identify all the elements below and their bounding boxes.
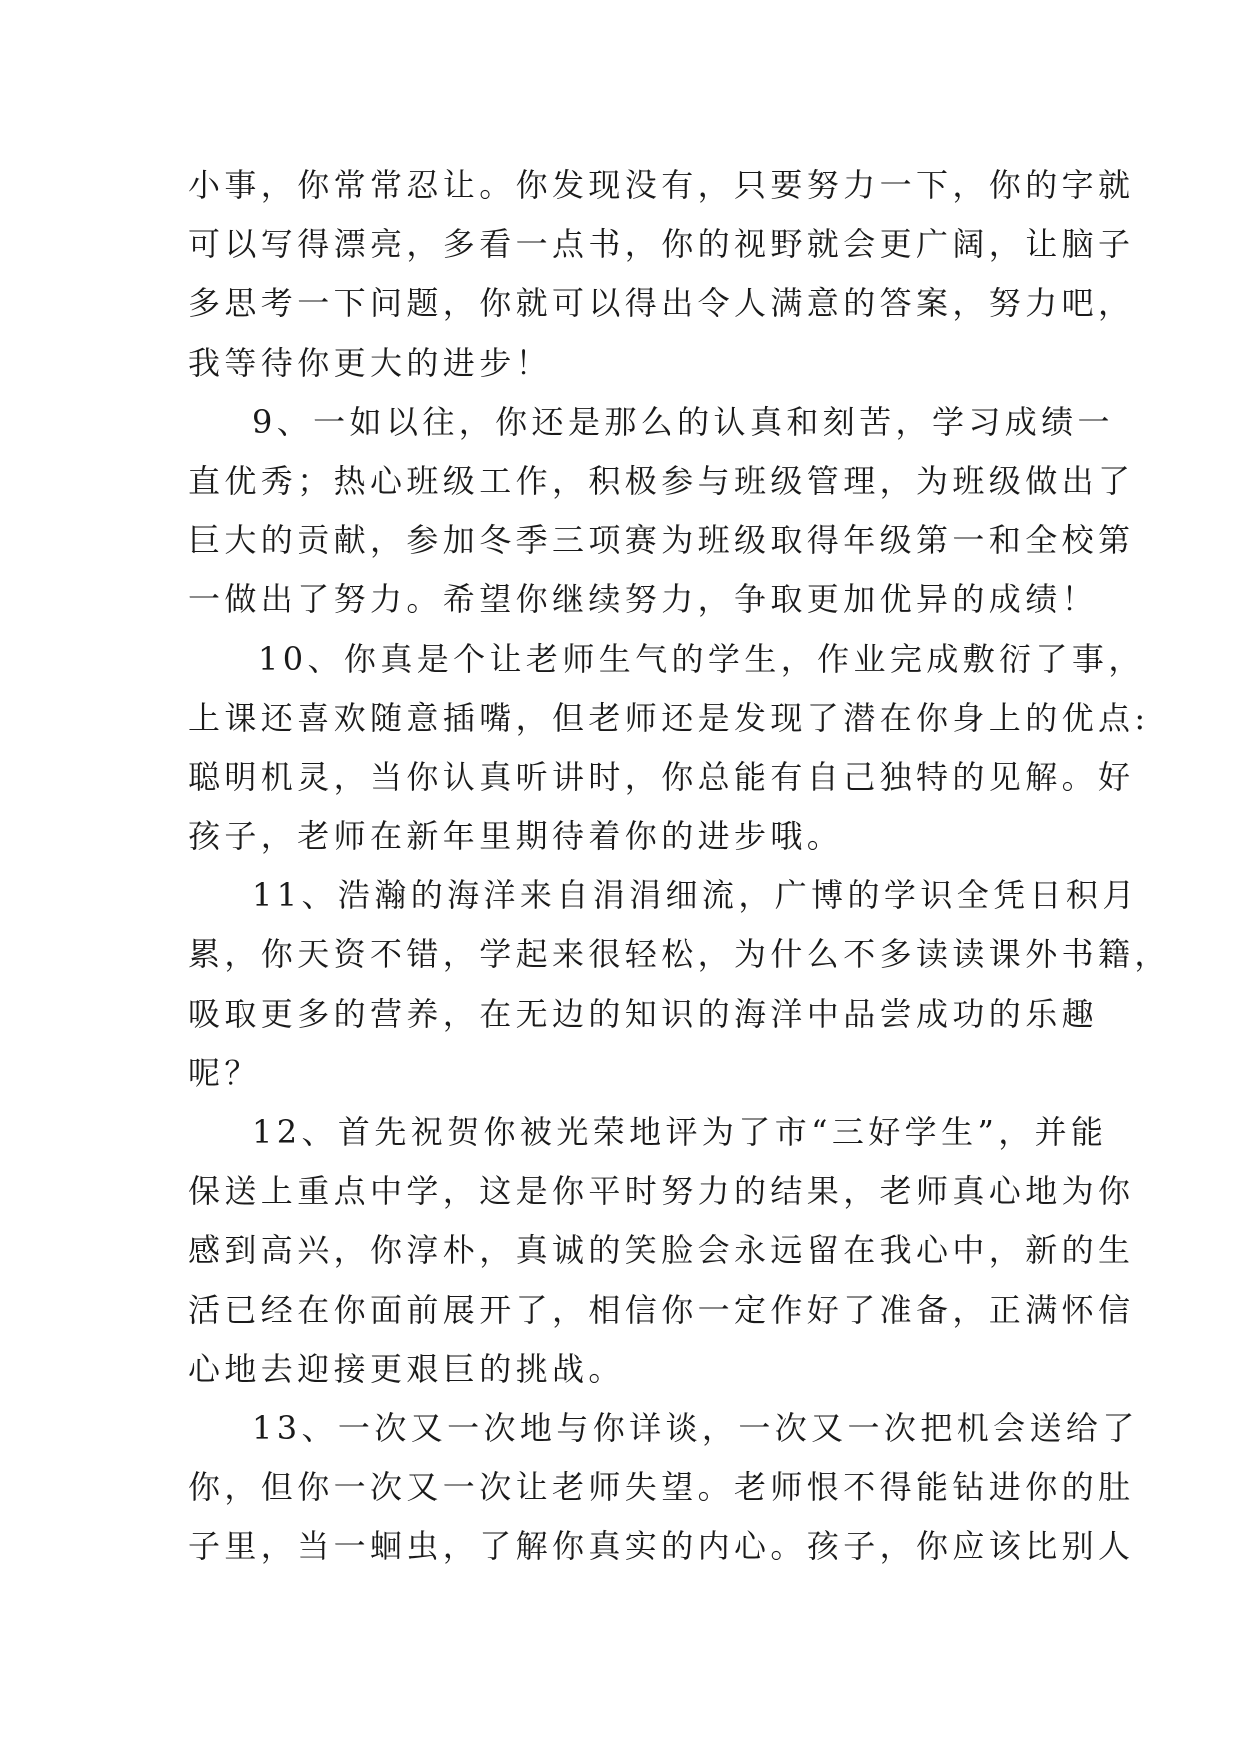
text-line: 一做出了努力。希望你继续努力，争取更加优异的成绩！: [188, 580, 1099, 619]
text-line: 多思考一下问题，你就可以得出令人满意的答案，努力吧，: [188, 284, 1135, 323]
text-line: 子里，当一蛔虫，了解你真实的内心。孩子，你应该比别人: [188, 1527, 1135, 1566]
text-line: 活已经在你面前展开了，相信你一定作好了准备，正满怀信: [188, 1290, 1135, 1329]
text-line: 12、首先祝贺你被光荣地评为了市“三好学生”，并能: [252, 1113, 1108, 1151]
text-line: 可以写得漂亮，多看一点书，你的视野就会更广阔，让脑子: [188, 225, 1135, 264]
text-line: 10、你真是个让老师生气的学生，作业完成敷衍了事，: [258, 639, 1145, 678]
text-line: 巨大的贡献，参加冬季三项赛为班级取得年级第一和全校第: [188, 521, 1135, 560]
text-line: 心地去迎接更艰巨的挑战。: [188, 1349, 625, 1388]
text-line: 聪明机灵，当你认真听讲时，你总能有自己独特的见解。好: [188, 757, 1135, 796]
document-body: [188, 156, 1171, 1577]
text-line: 呢？: [188, 1053, 261, 1092]
text-line: 累，你天资不错，学起来很轻松，为什么不多读读课外书籍，: [188, 935, 1171, 974]
text-line: 孩子，老师在新年里期待着你的进步哦。: [188, 817, 844, 856]
text-line: 13、一次又一次地与你详谈，一次又一次把机会送给了: [252, 1408, 1139, 1447]
text-line: 小事，你常常忍让。你发现没有，只要努力一下，你的字就: [188, 166, 1135, 204]
text-line: 感到高兴，你淳朴，真诚的笑脸会永远留在我心中，新的生: [188, 1231, 1135, 1270]
text-line: 你，但你一次又一次让老师失望。老师恨不得能钻进你的肚: [188, 1468, 1135, 1507]
text-line: 吸取更多的营养，在无边的知识的海洋中品尝成功的乐趣: [188, 994, 1099, 1033]
text-line: 我等待你更大的进步！: [188, 343, 553, 382]
text-line: 保送上重点中学，这是你平时努力的结果，老师真心地为你: [188, 1172, 1135, 1211]
text-line: 上课还喜欢随意插嘴，但老师还是发现了潜在你身上的优点:: [188, 698, 1150, 737]
text-line: 11、浩瀚的海洋来自涓涓细流，广博的学识全凭日积月: [252, 876, 1139, 915]
text-line: 直优秀；热心班级工作，积极参与班级管理，为班级做出了: [188, 461, 1135, 500]
text-line: 9、一如以往，你还是那么的认真和刻苦，学习成绩一: [252, 402, 1114, 441]
